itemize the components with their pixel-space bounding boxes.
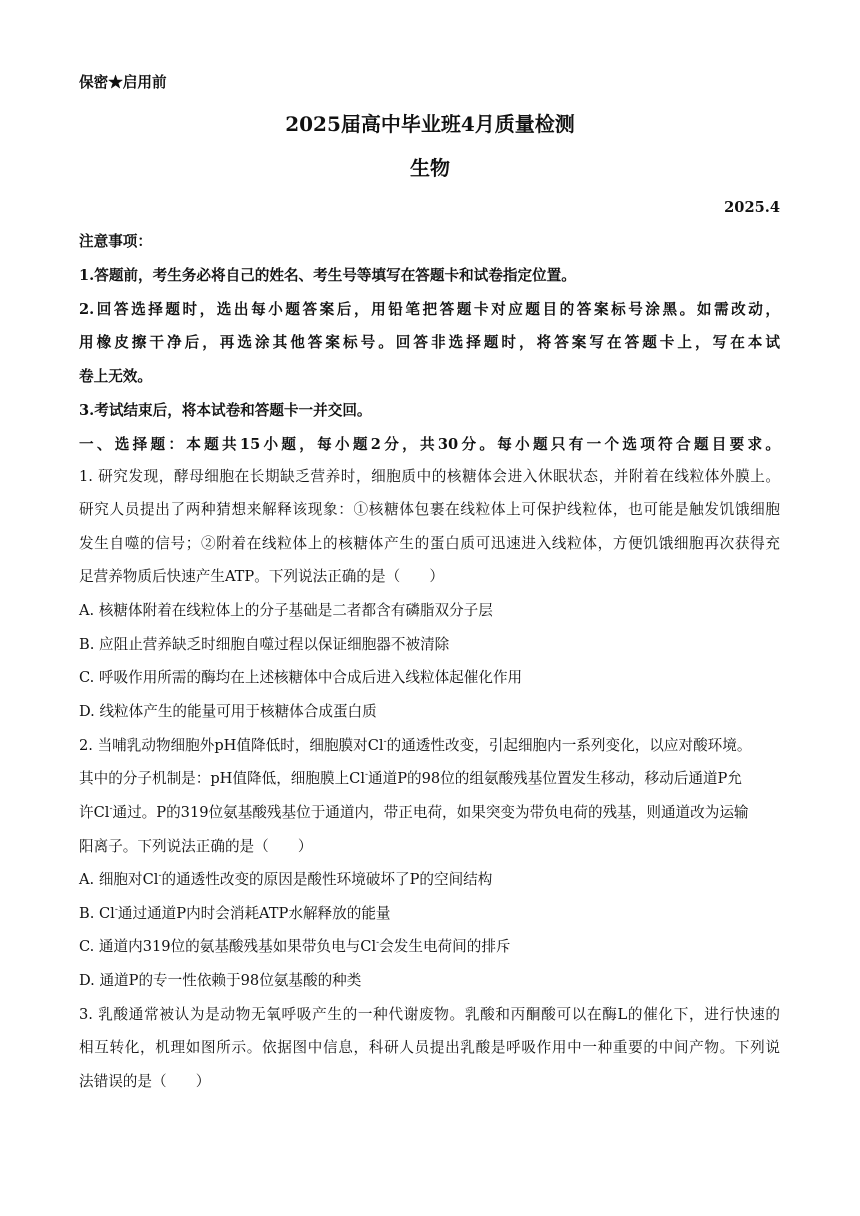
exam-date: 2025.4: [724, 199, 780, 216]
q1-option-c: C. 呼吸作用所需的酶均在上述核糖体中合成后进入线粒体起催化作用: [79, 669, 523, 686]
q2-line-2-part-b: 通道P的98位的组氨酸残基位置发生移动，移动后通道P允: [368, 770, 742, 787]
notice-item-3: 3.考试结束后，将本试卷和答题卡一并交回。: [79, 402, 372, 419]
q2-line-2: [79, 769, 780, 789]
q2-option-b-part-b: 通过通道P内时会消耗ATP水解释放的能量: [117, 905, 391, 922]
chloride-charge: -: [158, 871, 162, 882]
q2-line-3: [79, 803, 780, 823]
confidential-label: 保密★启用前: [79, 74, 167, 91]
chloride-charge: -: [109, 804, 113, 815]
q1-line-4: 足营养物质后快速产生ATP。下列说法正确的是（ ）: [79, 568, 444, 585]
q1-option-a: A. 核糖体附着在线粒体上的分子基础是二者都含有磷脂双分子层: [79, 602, 493, 619]
q2-option-c-part-b: 会发生电荷间的排斥: [379, 938, 511, 955]
q2-line-1-part-b: 的通透性改变，引起细胞内一系列变化，以应对酸环境。: [386, 737, 752, 754]
notice-item-2-line-1: 2.回答选择题时，选出每小题答案后，用铅笔把答题卡对应题目的答案标号涂黑。如需改动，: [79, 301, 780, 318]
q3-line-2: 相互转化，机理如图所示。依据图中信息，科研人员提出乳酸是呼吸作用中一种重要的中间产物。下列说: [79, 1039, 780, 1056]
q1-option-d: D. 线粒体产生的能量可用于核糖体合成蛋白质: [79, 703, 377, 720]
notice-item-1: 1.答题前，考生务必将自己的姓名、考生号等填写在答题卡和试卷指定位置。: [79, 267, 576, 284]
q2-option-a-part-a: A. 细胞对Cl: [79, 871, 159, 888]
chloride-charge: -: [365, 770, 369, 781]
chloride-charge: -: [114, 905, 118, 916]
q2-line-3-part-b: 通过。P的319位氨基酸残基位于通道内，带正电荷，如果突变为带负电荷的残基，则通道改为运输: [112, 804, 749, 821]
q2-option-c-part-a: C. 通道内319位的氨基酸残基如果带负电与Cl: [79, 938, 377, 955]
chloride-charge: -: [376, 938, 380, 949]
q1-line-3: 发生自噬的信号；②附着在线粒体上的核糖体产生的蛋白质可迅速进入线粒体，方便饥饿细胞再次获得充: [79, 535, 780, 552]
q3-line-1: 3. 乳酸通常被认为是动物无氧呼吸产生的一种代谢废物。乳酸和丙酮酸可以在酶L的催化下，进行快速的: [79, 1006, 780, 1023]
q1-line-2: 研究人员提出了两种猜想来解释该现象：①核糖体包裹在线粒体上可保护线粒体，也可能是触发饥饿细胞: [79, 501, 780, 518]
q3-line-3: 法错误的是（ ）: [79, 1073, 211, 1090]
q2-line-3-part-a: 许Cl: [79, 804, 110, 821]
section-1-heading: 一、选择题：本题共15小题，每小题2分，共30分。每小题只有一个选项符合题目要求。: [79, 436, 780, 453]
notice-item-2-line-2: 用橡皮擦干净后，再选涂其他答案标号。回答非选择题时，将答案写在答题卡上，写在本试: [79, 334, 780, 351]
q2-option-c: [79, 937, 780, 957]
notice-heading: 注意事项：: [79, 233, 152, 250]
q2-line-1: [79, 736, 780, 756]
q1-option-b: B. 应阻止营养缺乏时细胞自噬过程以保证细胞器不被清除: [79, 636, 450, 653]
q2-option-d: D. 通道P的专一性依赖于98位氨基酸的种类: [79, 972, 362, 989]
q2-line-4: 阳离子。下列说法正确的是（ ）: [79, 838, 313, 855]
q2-option-a: [79, 870, 780, 890]
notice-item-2-line-3: 卷上无效。: [79, 368, 152, 385]
subject-title: 生物: [410, 156, 450, 180]
q2-line-2-part-a: 其中的分子机制是：pH值降低，细胞膜上Cl: [79, 770, 365, 787]
q2-option-a-part-b: 的通透性改变的原因是酸性环境破坏了P的空间结构: [161, 871, 493, 888]
q1-line-1: 1. 研究发现，酵母细胞在长期缺乏营养时，细胞质中的核糖体会进入休眠状态，并附着在线粒体外膜上。: [79, 468, 780, 485]
q2-option-b-part-a: B. Cl: [79, 905, 115, 922]
q2-option-b: [79, 904, 780, 924]
chloride-charge: -: [383, 737, 387, 748]
q2-line-1-part-a: 2. 当哺乳动物细胞外pH值降低时，细胞膜对Cl: [79, 737, 384, 754]
exam-title: 2025届高中毕业班4月质量检测: [285, 112, 575, 136]
